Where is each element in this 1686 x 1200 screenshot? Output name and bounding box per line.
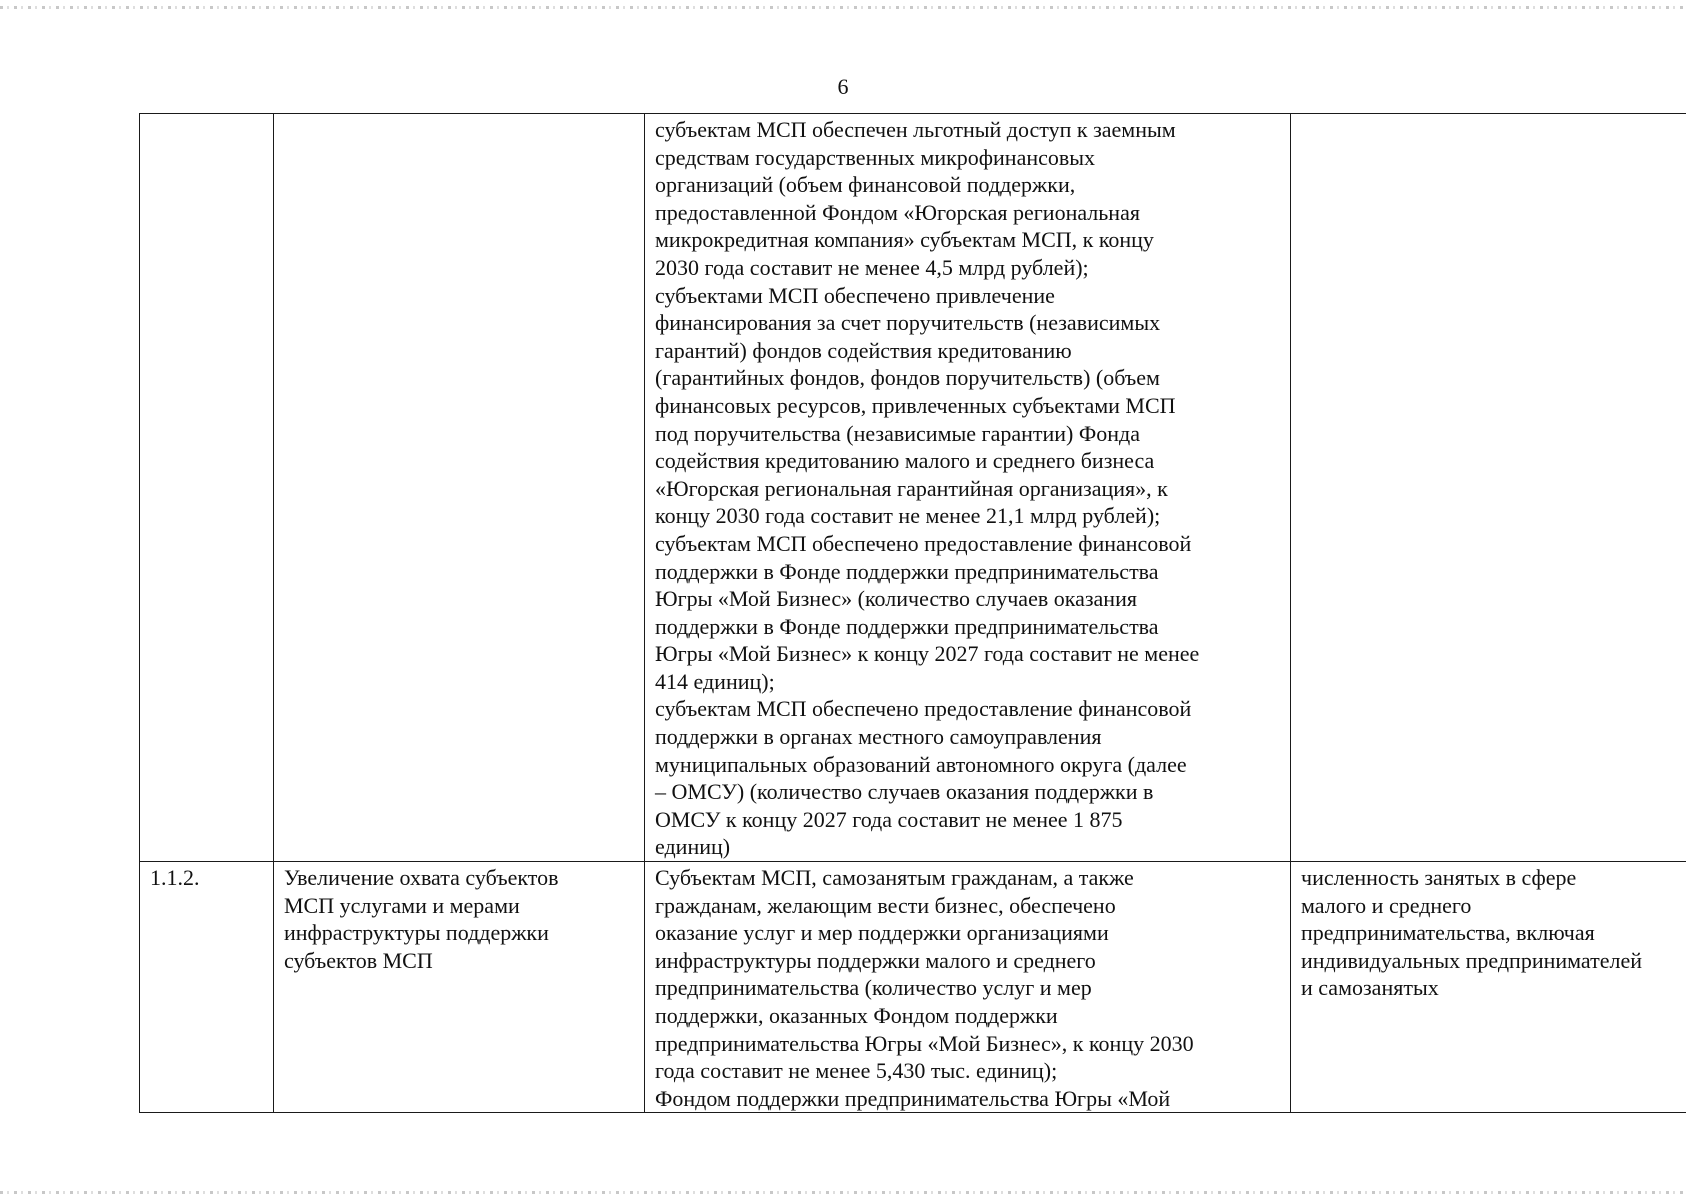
text-line: предпринимательства, включая <box>1301 920 1595 946</box>
cell-task <box>274 114 645 862</box>
text-line: поддержки в органах местного самоуправления <box>655 724 1102 750</box>
text-line: Югры «Мой Бизнес» (количество случаев оказания <box>655 586 1137 612</box>
text-line: гарантий) фондов содействия кредитованию <box>655 337 1072 363</box>
text-line: микрокредитная компания» субъектам МСП, к концу <box>655 227 1154 253</box>
text-line: инфраструктуры поддержки <box>284 920 549 946</box>
text-line: субъектам МСП обеспечено предоставление финансовой <box>655 530 1192 556</box>
text-line: организаций (объем финансовой поддержки, <box>655 172 1076 198</box>
text-line: предпринимательства (количество услуг и мер <box>655 975 1092 1001</box>
text-line: содействия кредитованию малого и среднего бизнеса <box>655 448 1155 474</box>
text-line: индивидуальных предпринимателей <box>1301 947 1642 973</box>
text-line: субъектам МСП обеспечено предоставление финансовой <box>655 696 1192 722</box>
text-line: Югры «Мой Бизнес» к концу 2027 года составит не менее <box>655 641 1200 667</box>
text-line: субъектами МСП обеспечено привлечение <box>655 282 1055 308</box>
text-line: финансирования за счет поручительств (независимых <box>655 310 1161 336</box>
cell-indicator <box>1291 114 1686 862</box>
text-line: поддержки, оказанных Фондом поддержки <box>655 1003 1058 1028</box>
text-line: Субъектам МСП, самозанятым гражданам, а также <box>655 865 1134 891</box>
text-line: средствам государственных микрофинансовых <box>655 144 1096 170</box>
cell-number <box>140 114 274 862</box>
scan-bottom-edge <box>0 1191 1686 1194</box>
text-line: 2030 года составит не менее 4,5 млрд рублей); <box>655 254 1089 280</box>
text-line: поддержки в Фонде поддержки предпринимательства <box>655 558 1159 584</box>
text-line: оказание услуг и мер поддержки организациями <box>655 920 1109 946</box>
page-number: 6 <box>837 74 849 99</box>
text-line: и самозанятых <box>1301 975 1439 1001</box>
text-line: предоставленной Фондом «Югорская региональная <box>655 199 1140 225</box>
cell-results <box>645 114 1291 862</box>
text-line: финансовых ресурсов, привлеченных субъектами МСП <box>655 392 1176 418</box>
cell-task <box>274 862 645 1113</box>
text-line: «Югорская региональная гарантийная организация», к <box>655 475 1168 501</box>
cell-number: 1.1.2. <box>140 862 274 1113</box>
text-line: гражданам, желающим вести бизнес, обеспечено <box>655 892 1116 918</box>
text-line: единиц) <box>655 834 731 860</box>
text-line: субъектам МСП обеспечен льготный доступ к заемным <box>655 117 1176 142</box>
scan-top-edge <box>0 6 1686 9</box>
table-row-1-1-2 <box>140 862 1686 1113</box>
text-line: МСП услугами и мерами <box>284 892 520 918</box>
text-line: Увеличение охвата субъектов <box>284 865 559 891</box>
text-line: муниципальных образований автономного округа (далее <box>655 751 1187 777</box>
text-line: под поручительства (независимые гарантии) Фонда <box>655 420 1140 446</box>
table-row-continuation <box>140 114 1686 862</box>
text-line: инфраструктуры поддержки малого и среднего <box>655 947 1096 973</box>
text-line: концу 2030 года составит не менее 21,1 млрд рублей); <box>655 503 1161 529</box>
text-line: предпринимательства Югры «Мой Бизнес», к концу 2030 <box>655 1030 1194 1056</box>
program-table <box>139 113 1686 1113</box>
text-line: Фондом поддержки предпринимательства Югры «Мой <box>655 1085 1171 1111</box>
text-line: – ОМСУ) (количество случаев оказания поддержки в <box>655 779 1154 805</box>
cell-indicator <box>1291 862 1686 1113</box>
text-line: поддержки в Фонде поддержки предпринимательства <box>655 613 1159 639</box>
text-line: численность занятых в сфере <box>1301 865 1577 891</box>
text-line: ОМСУ к концу 2027 года составит не менее 1 875 <box>655 806 1123 832</box>
text-line: 414 единиц); <box>655 668 775 694</box>
text-line: года составит не менее 5,430 тыс. единиц); <box>655 1058 1058 1084</box>
text-line: малого и среднего <box>1301 892 1472 918</box>
text-line: (гарантийных фондов, фондов поручительств) (объем <box>655 365 1160 391</box>
cell-results <box>645 862 1291 1113</box>
text-line: субъектов МСП <box>284 947 433 973</box>
